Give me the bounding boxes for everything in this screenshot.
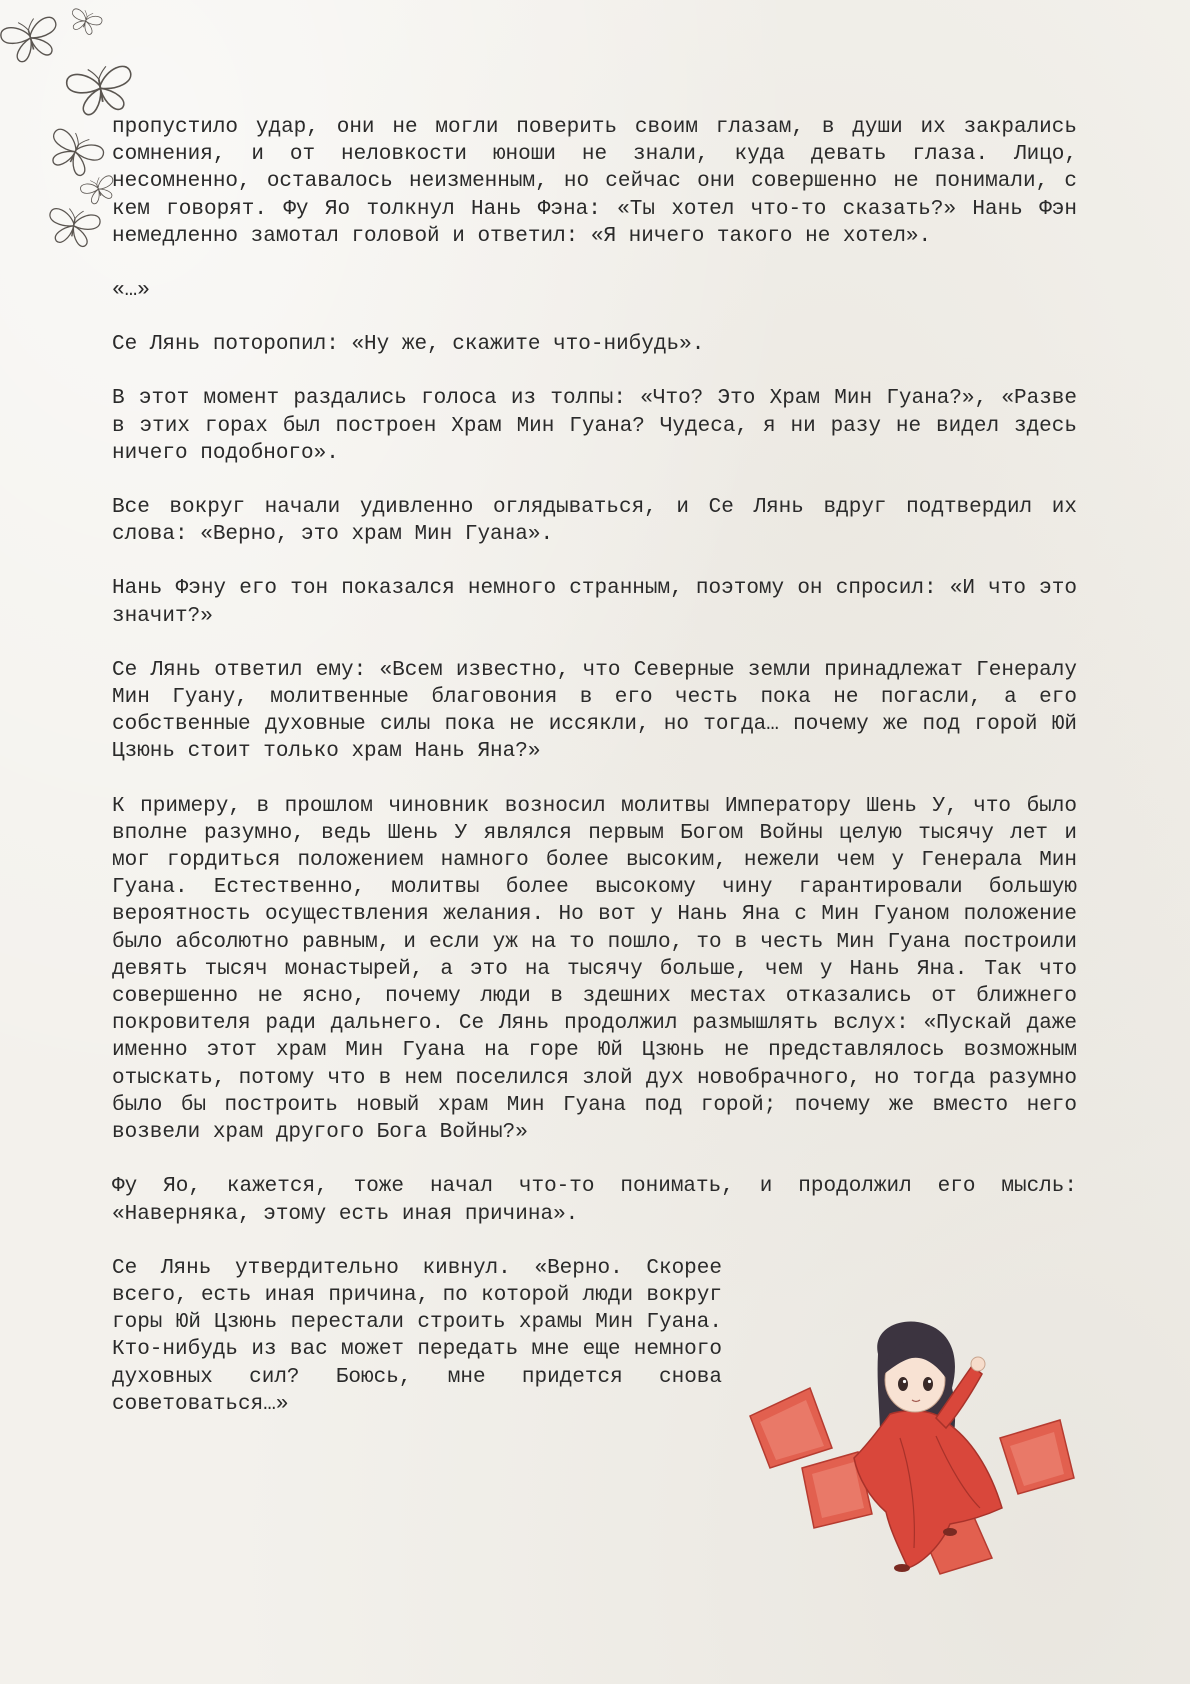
paragraph: Се Лянь утвердительно кивнул. «Верно. Скорее всего, есть иная причина, по которой люди вокруг горы Юй Цзюнь перестали строить храмы Мин Гуана. Кто-нибудь из вас может передать мне еще немного духовных сил? Боюсь, мне придется снова советоваться…» xyxy=(112,1256,722,1416)
paragraph: К примеру, в прошлом чиновник возносил молитвы Императору Шень У, что было вполне разумно, ведь Шень У являлся первым Богом Войны целую тысячу лет и мог гордиться положением намного более высоким, нежели чем у Генерала Мин Гуана. Естественно, молитвы более высокому чину гарантировали большую вероятность осуществления желания. Но вот у Нань Яна с Мин Гуаном положение было абсолютно равным, и если уж на то пошло, то в честь Мин Гуана построили девять тысяч монастырей, а это на тысячу больше, чем у Нань Яна. Так что совершенно не ясно, почему люди в здешних местах отказались от ближнего покровителя ради дальнего. Се Лянь продолжил размышлять вслух: «Пускай даже именно этот храм Мин Гуана на горе Юй Цзюнь не представлялось возможным отыскать, потому что в нем поселился злой дух новобрачного, но тогда разумно было бы построить новый храм Мин Гуана под горой; почему же вместо него возвели храм другого Бога Войны?» xyxy=(112,794,1077,1145)
paragraph: «…» xyxy=(112,279,150,303)
paragraph: Фу Яо, кажется, тоже начал что-то понимать, и продолжил его мысль: «Наверняка, этому есть иная причина». xyxy=(112,1175,1077,1226)
paragraph: В этот момент раздались голоса из толпы: «Что? Это Храм Мин Гуана?», «Разве в этих горах был построен Храм Мин Гуана? Чудеса, я ни разу не видел здесь ничего подобного». xyxy=(112,387,1077,465)
paragraph: Се Лянь поторопил: «Ну же, скажите что-нибудь». xyxy=(112,333,705,357)
paragraph: Нань Фэну его тон показался немного странным, поэтому он спросил: «И что это значит?» xyxy=(112,577,1077,628)
butterfly-icon xyxy=(45,205,101,248)
butterfly-icon xyxy=(65,62,137,117)
butterfly-icon xyxy=(43,125,107,181)
paragraph: пропустило удар, они не могли поверить своим глазам, в души их закрались сомнения, и от неловкости юноши не знали, куда девать глаза. Лицо, несомненно, оставалось неизменным, но сейчас они совершенно не понимали, с кем говорят. Фу Яо толкнул Нань Фэна: «Ты хотел что-то сказать?» Нань Фэн немедленно замотал головой и ответил: «Я ничего такого не хотел». xyxy=(112,116,1077,248)
document-body xyxy=(112,114,1077,1445)
paragraph: Все вокруг начали удивленно оглядываться, и Се Лянь вдруг подтвердил их слова: «Верно, это храм Мин Гуана». xyxy=(112,496,1077,547)
butterfly-icon xyxy=(0,13,63,65)
chibi-character-illustration xyxy=(740,1318,1080,1578)
paragraph: Се Лянь ответил ему: «Всем известно, что Северные земли принадлежат Генералу Мин Гуану, молитвенные благовония в его честь пока не погасли, а его собственные духовные силы пока не иссякли, но тогда… почему же под горой Юй Цзюнь стоит только храм Нань Яна?» xyxy=(112,658,1077,764)
butterfly-icon xyxy=(67,6,103,37)
